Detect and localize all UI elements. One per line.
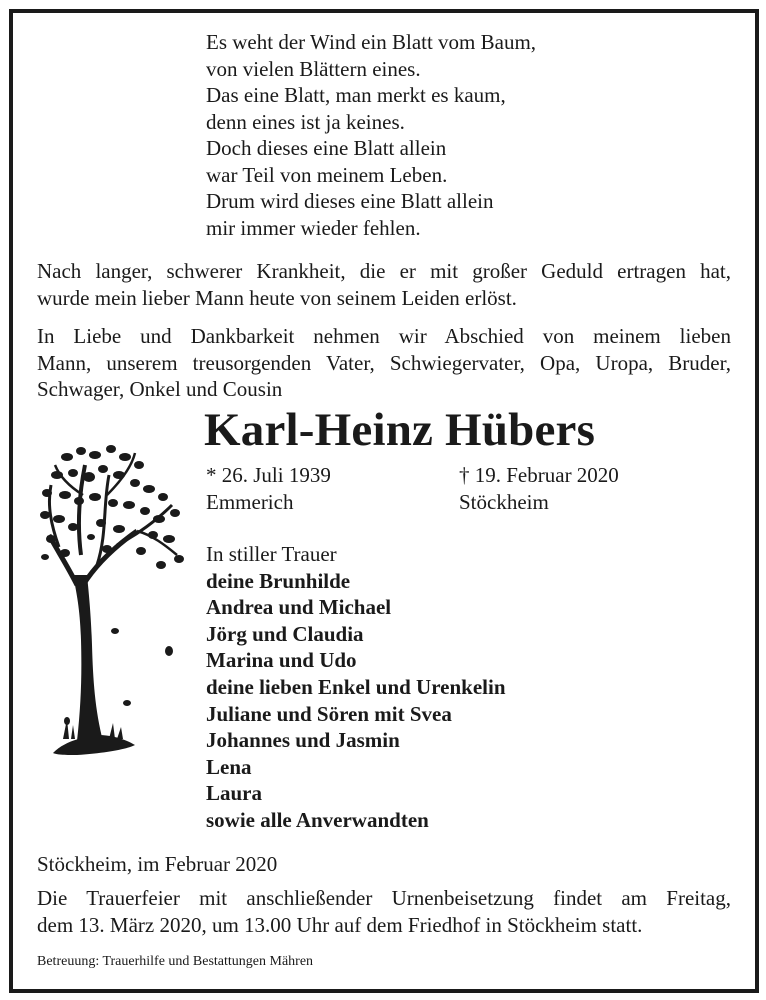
death-place: Stöckheim xyxy=(459,490,549,514)
birth-date: * 26. Juli 1939 xyxy=(206,463,331,487)
poem-line: denn eines ist ja keines. xyxy=(206,109,405,134)
death-info xyxy=(459,462,619,516)
poem-line: von vielen Blättern eines. xyxy=(206,56,421,81)
paragraph-line: wurde mein lieber Mann heute von seinem Leiden erlöst. xyxy=(37,285,517,310)
mourner: sowie alle Anverwandten xyxy=(206,807,429,832)
birth-place: Emmerich xyxy=(206,490,294,514)
mourner: Jörg und Claudia xyxy=(206,621,364,646)
caretaker-note: Betreuung: Trauerhilfe und Bestattungen Mähren xyxy=(37,954,314,969)
poem-line: mir immer wieder fehlen. xyxy=(206,215,421,240)
mourner: Lena xyxy=(206,754,252,779)
birth-info xyxy=(206,462,331,516)
paragraph-line: In Liebe und Dankbarkeit nehmen wir Abschied von meinem lieben xyxy=(37,324,731,348)
poem xyxy=(206,29,536,241)
place-date: Stöckheim, im Februar 2020 xyxy=(37,852,278,876)
mourner: deine Brunhilde xyxy=(206,568,351,593)
mourner: Juliane und Sören mit Svea xyxy=(206,701,452,726)
mourner: deine lieben Enkel und Urenkelin xyxy=(206,674,506,699)
tree-illustration xyxy=(37,435,187,765)
mourner: Laura xyxy=(206,781,263,806)
deceased-name: Karl-Heinz Hübers xyxy=(204,404,596,456)
poem-line: Das eine Blatt, man merkt es kaum, xyxy=(206,83,506,107)
death-date: † 19. Februar 2020 xyxy=(459,463,619,487)
poem-line: war Teil von meinem Leben. xyxy=(206,162,448,187)
paragraph-line: Nach langer, schwerer Krankheit, die er mit großer Geduld ertragen hat, xyxy=(37,259,731,283)
mourners-list xyxy=(206,541,506,834)
farewell-paragraph xyxy=(37,323,731,403)
funeral-line: Die Trauerfeier mit anschließender Urnenbeisetzung findet am Freitag, xyxy=(37,886,731,910)
mourner: Marina und Udo xyxy=(206,648,357,673)
mourner: Johannes und Jasmin xyxy=(206,728,400,753)
paragraph-line: Mann, unserem treusorgenden Vater, Schwiegervater, Opa, Uropa, Bruder, xyxy=(37,350,731,375)
poem-line: Es weht der Wind ein Blatt vom Baum, xyxy=(206,30,537,54)
mourners-intro: In stiller Trauer xyxy=(206,542,337,566)
funeral-notice xyxy=(37,885,731,938)
announcement-paragraph xyxy=(37,258,731,311)
poem-line: Doch dieses eine Blatt allein xyxy=(206,136,447,160)
mourner: Andrea und Michael xyxy=(206,595,392,620)
paragraph-line: Schwager, Onkel und Cousin xyxy=(37,377,283,401)
obituary-frame xyxy=(9,9,759,993)
poem-line: Drum wird dieses eine Blatt allein xyxy=(206,189,494,213)
funeral-line: dem 13. März 2020, um 13.00 Uhr auf dem Friedhof in Stöckheim statt. xyxy=(37,912,643,937)
